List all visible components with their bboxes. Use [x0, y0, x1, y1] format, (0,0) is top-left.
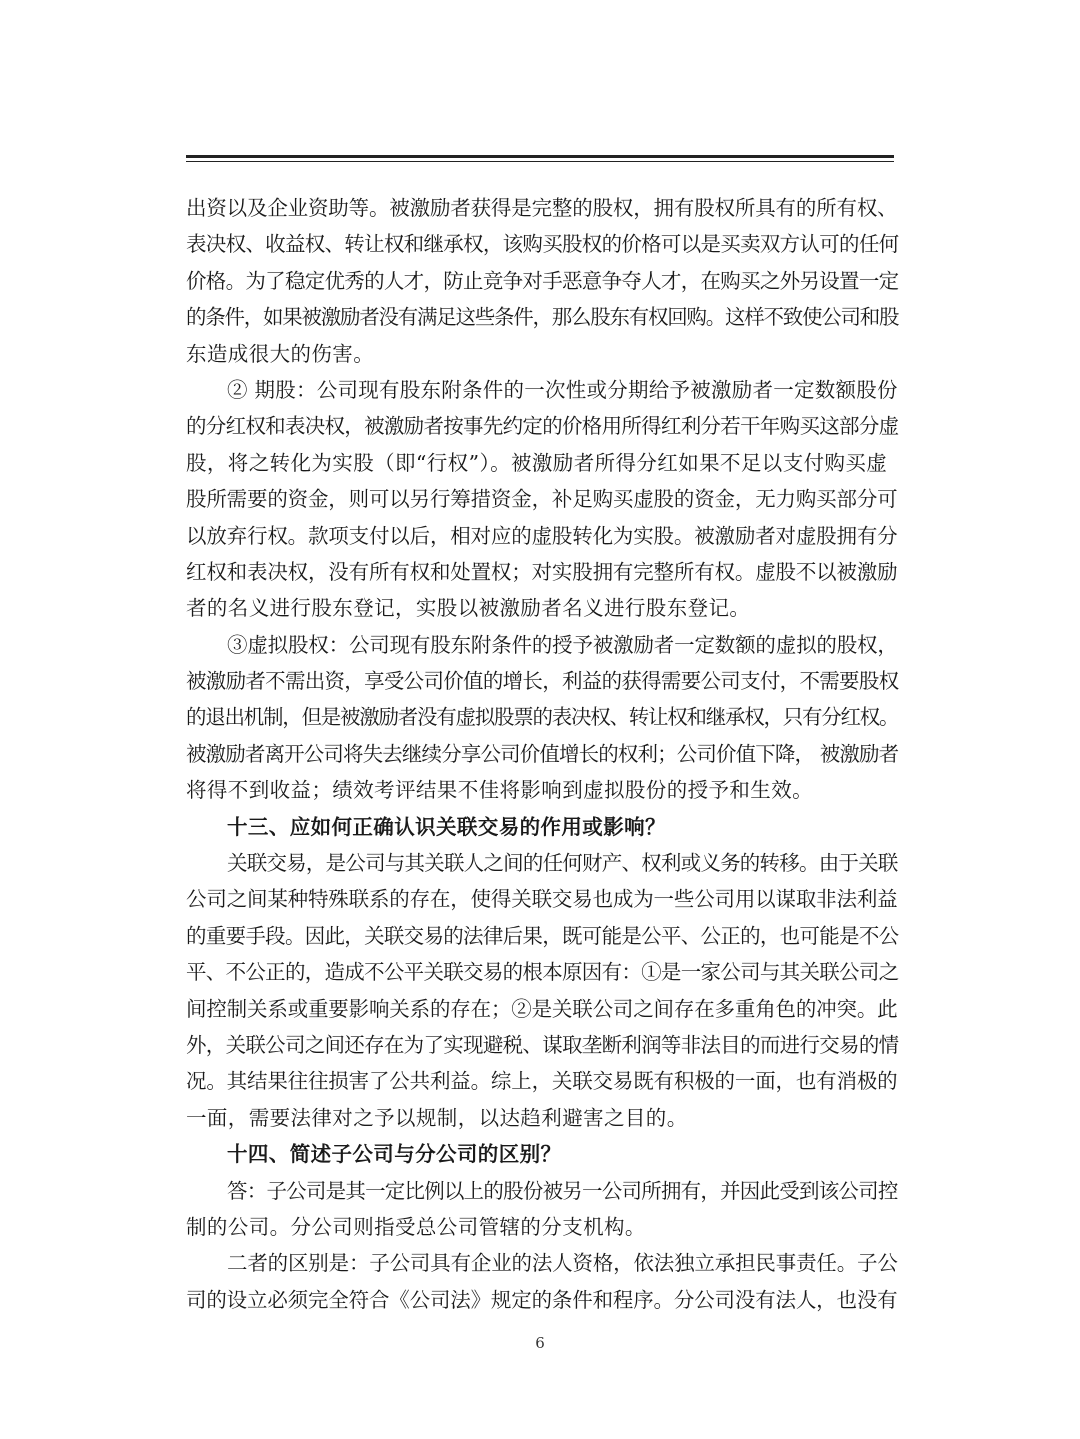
text-line: 被激励者离开公司将失去继续分享公司价值增长的权利；公司价值下降， 被激励者: [186, 741, 899, 766]
header-rule-thin: [186, 161, 894, 162]
text-line: 平、不公正的，造成不公平关联交易的根本原因有：①是一家公司与其关联公司之: [186, 960, 899, 985]
header-rule-thick: [186, 155, 894, 158]
text-line: 股所需要的资金，则可以另行筹措资金，补足购买虚股的资金，无力购买部分可: [186, 487, 898, 512]
text-line: 将得不到收益；绩效考评结果不佳将影响到虚拟股份的授予和生效。: [186, 778, 813, 803]
text-line: 的条件，如果被激励者没有满足这些条件，那么股东有权回购。这样不致使公司和股: [186, 305, 899, 330]
text-line: 一面，需要法律对之予以规制，以达趋利避害之目的。: [186, 1105, 688, 1130]
text-line: 出资以及企业资助等。被激励者获得是完整的股权，拥有股权所具有的所有权、: [186, 196, 898, 220]
text-line: 答：子公司是其一定比例以上的股份被另一公司所拥有，并因此受到该公司控: [227, 1178, 898, 1203]
text-line: 红权和表决权，没有所有权和处置权；对实股拥有完整所有权。虚股不以被激励: [186, 559, 898, 584]
text-line: 股，将之转化为实股（即“行权”）。被激励者所得分红如果不足以支付购买虚: [186, 450, 888, 475]
text-line: 制的公司。分公司则指受总公司管辖的分支机构。: [186, 1214, 646, 1239]
text-line: 的重要手段。因此，关联交易的法律后果，既可能是公平、公正的，也可能是不公: [186, 923, 899, 948]
text-line: 公司之间某种特殊联系的存在，使得关联交易也成为一些公司用以谋取非法利益: [186, 887, 898, 912]
text-line: 以放弃行权。款项支付以后，相对应的虚股转化为实股。被激励者对虚股拥有分: [186, 523, 898, 548]
text-line: ② 期股：公司现有股东附条件的一次性或分期给予被激励者一定数额股份: [227, 377, 898, 402]
text-line: 况。其结果往往损害了公共利益。综上，关联交易既有积极的一面，也有消极的: [186, 1069, 898, 1094]
text-line: 司的设立必须完全符合《公司法》规定的条件和程序。分公司没有法人，也没有: [186, 1287, 898, 1312]
page-number: 6: [535, 1334, 545, 1352]
text-line: 表决权、收益权、转让权和继承权，该购买股权的价格可以是买卖双方认可的任何: [186, 232, 899, 257]
text-line: 的分红权和表决权，被激励者按事先约定的价格用所得红利分若干年购买这部分虚: [186, 414, 899, 439]
section-heading: 十四、简述子公司与分公司的区别？: [227, 1142, 562, 1167]
text-line: 的退出机制，但是被激励者没有虚拟股票的表决权、转让权和继承权，只有分红权。: [186, 705, 899, 730]
text-line: 外，关联公司之间还存在为了实现避税、谋取垄断利润等非法目的而进行交易的情: [186, 1032, 899, 1057]
document-body: [186, 190, 898, 1318]
text-line: 关联交易，是公司与其关联人之间的任何财产、权利或义务的转移。由于关联: [227, 851, 898, 876]
text-line: 者的名义进行股东登记，实股以被激励者名义进行股东登记。: [186, 596, 751, 621]
text-line: 价格。为了稳定优秀的人才，防止竞争对手恶意争夺人才，在购买之外另设置一定: [186, 268, 899, 293]
text-line: ③虚拟股权：公司现有股东附条件的授予被激励者一定数额的虚拟的股权，: [227, 632, 898, 657]
text-line: 被激励者不需出资，享受公司价值的增长，利益的获得需要公司支付，不需要股权: [186, 669, 899, 694]
section-heading: 十三、应如何正确认识关联交易的作用或影响？: [227, 814, 666, 839]
text-line: 东造成很大的伤害。: [186, 341, 375, 366]
text-line: 二者的区别是：子公司具有企业的法人资格，依法独立承担民事责任。子公: [227, 1251, 898, 1276]
text-line: 间控制关系或重要影响关系的存在；②是关联公司之间存在多重角色的冲突。此: [186, 996, 898, 1021]
